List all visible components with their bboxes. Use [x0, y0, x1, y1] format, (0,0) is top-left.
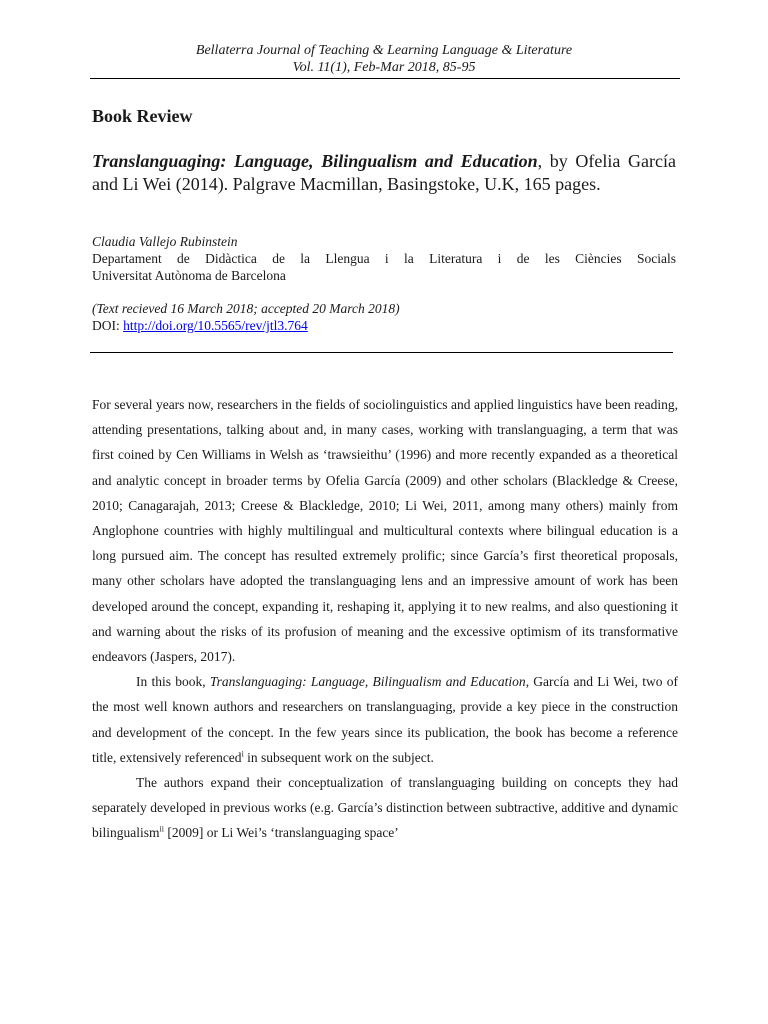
doi-line: [92, 317, 676, 334]
journal-volume: Vol. 11(1), Feb-Mar 2018, 85-95: [292, 60, 476, 75]
author-block: [92, 233, 676, 284]
author-name: Claudia Vallejo Rubinstein: [92, 234, 238, 249]
p3-start: The authors expand their conceptualization of translanguaging building on concepts they had separately developed in previous works (e.g. García’s distinction between subtractive, additive and dynamic bilingualism: [92, 775, 678, 841]
footnote-ref-i[interactable]: i: [241, 749, 244, 759]
book-title: Translanguaging: Language, Bilingualism and Education: [92, 151, 538, 171]
header-divider: [90, 78, 680, 79]
journal-header: [0, 42, 768, 76]
book-citation: , by Ofelia García and Li Wei (2014). Palgrave Macmillan, Basingstoke, U.K, 165 pages.: [92, 151, 677, 194]
publication-info: [92, 300, 676, 334]
p2-book-title: Translanguaging: Language, Bilingualism and Education: [209, 674, 526, 690]
paragraph-2: [92, 669, 678, 770]
doi-label: DOI:: [92, 318, 124, 333]
article-body: [92, 392, 678, 846]
footnote-ref-ii[interactable]: ii: [159, 824, 164, 834]
review-title: [92, 150, 676, 196]
author-affiliation-university: Universitat Autònoma de Barcelona: [92, 268, 286, 283]
section-divider: [90, 352, 673, 353]
journal-name: Bellaterra Journal of Teaching & Learning Language & Literature: [195, 43, 573, 58]
p2-start: In this book,: [136, 674, 210, 690]
author-affiliation-department: Departament de Didàctica de la Llengua i la Literatura i de les Ciències Socials: [92, 251, 676, 266]
section-title: Book Review: [92, 106, 193, 126]
received-accepted-dates: (Text recieved 16 March 2018; accepted 20 March 2018): [92, 301, 400, 316]
p2-mid: , García and Li Wei, two of the most well known authors and researchers on translanguaging, provide a key piece in the construction and development of the concept. In the few years since its publication, the book has become a reference title, extensively referenced: [92, 674, 678, 765]
paragraph-3: [92, 770, 678, 846]
doi-link[interactable]: http://doi.org/10.5565/rev/jtl3.764: [123, 318, 308, 333]
paragraph-1: For several years now, researchers in the fields of sociolinguistics and applied linguistics have been reading, attending presentations, talking about and, in many cases, working with translanguaging, a term that was first coined by Cen Williams in Welsh as ‘trawsieithu’ (1996) and more recently expanded as a theoretical and analytic concept in broader terms by Ofelia García (2009) and other scholars (Blackledge & Creese, 2010; Canagarajah, 2013; Creese & Blackledge, 2010; Li Wei, 2011, among many others) mainly from Anglophone countries with highly multilingual and multicultural contexts where bilingual education is a long pursued aim. The concept has resulted extremely prolific; since García’s first theoretical proposals, many other scholars have adopted the translanguaging lens and an impressive amount of work has been developed around the concept, expanding it, reshaping it, applying it to new realms, and also questioning it and warning about the risks of its profusion of meaning and the excessive optimism of its transformative endeavors (Jaspers, 2017).: [92, 397, 678, 665]
p3-end: [2009] or Li Wei’s ‘translanguaging space’: [163, 825, 399, 841]
p2-end: in subsequent work on the subject.: [243, 749, 434, 765]
